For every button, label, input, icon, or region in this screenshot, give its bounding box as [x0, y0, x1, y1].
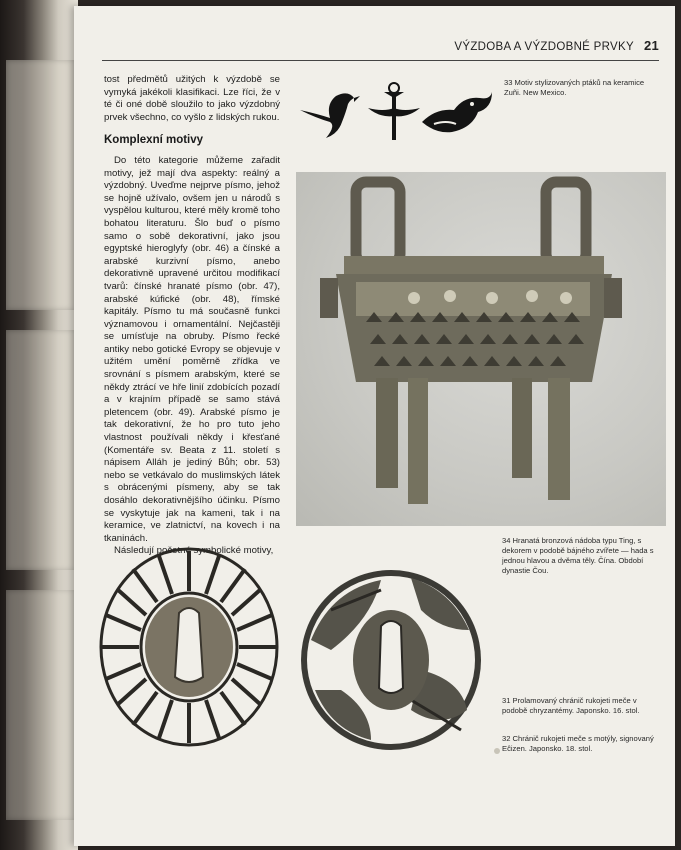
caption-34: 34 Hranatá bronzová nádoba typu Ting, s dekorem v podobě bájného zvířete — hada s jednou hlavou a dvěma těly. Čína. Období dynastie Čou. — [502, 536, 654, 575]
bird-left-icon — [300, 93, 360, 138]
text-column — [104, 74, 280, 558]
header-title: VÝZDOBA A VÝZDOBNÉ PRVKY — [454, 41, 634, 53]
spine-page-edge — [6, 330, 74, 570]
bird-right-icon — [422, 92, 492, 132]
paragraph: Do této kategorie můžeme zařadit motivy, jež mají dva aspekty: reálný a výzdobný. Uveďme nejprve písmo, jehož se hojně užívalo, ovšem jen u národů s vyspělou kulturou, které měly kromě toho bohatou literaturu. Šlo buď o písmo samo o sobě dekorativní, jako jsou egyptské hieroglyfy (obr. 46) a čínské a arabské kurzivní písmo, anebo dekorativně upravené určitou modifikací tvarů: čínské hranaté písmo (obr. 47), arabské kúfické (obr. 48), římské kapitály. Písmo tu má současně funkci významovou i ornamentální. Nejčastěji se umísťuje na obruby. Písmo řecké antiky nebo gotické Evropy se objevuje v užitém umění poměrně zřídka ve srovnání s písmem arabským, které se někdy ztrácí ve hře linií zdobících pozadí a v krajním případě se samo stává pletencem (obr. 49). Arabské písmo je tak dekorativní, že ho pro tuto jeho vlastnost používali někdy i křesťané (Komentáře sv. Beata z 11. století s nápisem Alláh je jediný Bůh; obr. 53) nebo se vetkávalo do muslimských látek s obrácenými písmeny, aby se tak dosáhlo dekorativnějšího účinku. Písmo se vyskytuje jak na kameni, tak i na keramice, ve zlatnictví, na kovech i na tkaninách. — [104, 154, 280, 544]
paper-speck — [494, 748, 500, 754]
page-number: 21 — [643, 38, 659, 53]
spine-page-edge — [6, 60, 74, 310]
bronze-vessel-photo — [296, 172, 666, 526]
ting-vessel-illustration — [296, 172, 666, 526]
chrysanthemum-guard-figure — [92, 542, 286, 752]
bird-center-icon — [368, 83, 420, 140]
butterfly-guard-figure — [296, 562, 486, 758]
book-spine — [0, 0, 78, 850]
paragraph: tost předmětů užitých k výzdobě se vymyká jakékoli klasifikaci. Lze říci, že v té či oné době sloužilo to jako výzdobný prvek všechno, co vyšlo z lidských rukou. — [104, 74, 280, 123]
caption-31: 31 Prolamovaný chránič rukojeti meče v podobě chryzantémy. Japonsko. 16. stol. — [502, 696, 640, 715]
running-header — [102, 38, 659, 61]
section-heading: Komplexní motivy — [104, 134, 204, 147]
caption-32: 32 Chránič rukojeti meče s motýly, signovaný Eĉizen. Japonsko. 18. stol. — [502, 734, 654, 753]
caption-33: 33 Motiv stylizovaných ptáků na keramice Zuñi. New Mexico. — [504, 78, 645, 97]
book-page — [74, 6, 675, 846]
stylized-birds-figure — [296, 78, 494, 146]
paragraph: Následují početné symbolické motivy, — [114, 545, 274, 557]
spine-page-edge — [6, 590, 74, 820]
